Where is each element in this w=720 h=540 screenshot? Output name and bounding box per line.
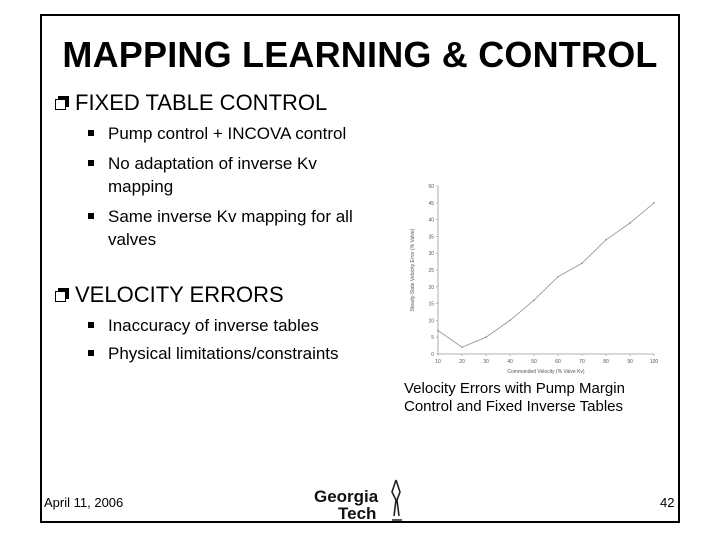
y-tick-label: 0 bbox=[431, 352, 434, 358]
y-tick-label: 30 bbox=[428, 251, 434, 258]
data-point bbox=[509, 320, 511, 322]
x-tick-label: 90 bbox=[627, 359, 633, 365]
y-tick-label: 20 bbox=[428, 284, 434, 291]
velocity-error-chart bbox=[404, 176, 666, 376]
bullet-text: Inaccuracy of inverse tables bbox=[108, 316, 319, 335]
square-bullet-icon bbox=[88, 213, 94, 219]
x-tick-label: 30 bbox=[483, 359, 489, 365]
y-tick-label: 50 bbox=[428, 184, 434, 190]
data-point bbox=[485, 336, 487, 338]
bullet-text: No adaptation of inverse Kv bbox=[108, 154, 317, 173]
series-line bbox=[438, 203, 654, 347]
x-tick-label: 10 bbox=[435, 359, 441, 365]
y-tick-label: 10 bbox=[428, 318, 434, 325]
x-tick-label: 20 bbox=[459, 359, 465, 365]
y-tick-label: 45 bbox=[428, 200, 434, 207]
x-tick-label: 60 bbox=[555, 359, 561, 365]
x-tick-label: 50 bbox=[531, 359, 537, 365]
square-bullet-icon bbox=[88, 350, 94, 356]
y-tick-label: 15 bbox=[428, 301, 434, 308]
footer-date: April 11, 2006 bbox=[44, 495, 124, 510]
section-velocity-errors bbox=[55, 282, 284, 308]
x-tick-label: 80 bbox=[603, 359, 609, 365]
checkbox-bullet-icon bbox=[55, 288, 69, 302]
georgia-tech-logo bbox=[312, 478, 408, 522]
page-number: 42 bbox=[660, 495, 675, 510]
y-tick-label: 40 bbox=[428, 217, 434, 224]
bullet-text: Same inverse Kv mapping for all bbox=[108, 207, 353, 226]
bullet-text: valves bbox=[108, 230, 157, 249]
logo-text-georgia: Georgia bbox=[314, 487, 379, 506]
x-tick-label: 40 bbox=[507, 359, 513, 365]
square-bullet-icon bbox=[88, 322, 94, 328]
chart-caption bbox=[404, 380, 625, 416]
x-tick-label: 70 bbox=[579, 359, 585, 365]
x-tick-label: 100 bbox=[649, 359, 659, 365]
data-point bbox=[533, 299, 535, 301]
bullet-text: Physical limitations/constraints bbox=[108, 344, 339, 363]
square-bullet-icon bbox=[88, 130, 94, 136]
logo-text-tech: Tech bbox=[338, 504, 377, 522]
y-tick-label: 25 bbox=[428, 268, 434, 274]
checkbox-bullet-icon bbox=[55, 96, 69, 110]
section-heading: VELOCITY ERRORS bbox=[75, 282, 284, 307]
bullet-text: Pump control + INCOVA control bbox=[108, 124, 347, 143]
tower-icon bbox=[392, 480, 402, 520]
caption-line: Velocity Errors with Pump Margin bbox=[404, 380, 625, 397]
y-tick-label: 35 bbox=[428, 234, 434, 241]
slide-title: MAPPING LEARNING & CONTROL bbox=[62, 34, 658, 75]
caption-line: Control and Fixed Inverse Tables bbox=[404, 398, 624, 415]
y-axis-label: Steady-State Velocity Error (% Valve) bbox=[410, 228, 416, 312]
data-point bbox=[437, 330, 439, 332]
x-axis-label: Commanded Velocity (% Valve Kv) bbox=[507, 369, 585, 375]
y-tick-label: 5 bbox=[431, 335, 434, 342]
section-fixed-table-control bbox=[55, 90, 327, 116]
square-bullet-icon bbox=[88, 160, 94, 166]
data-point bbox=[557, 276, 559, 278]
data-point bbox=[605, 239, 607, 241]
data-point bbox=[629, 222, 631, 224]
bullet-text: mapping bbox=[108, 177, 174, 196]
section-heading: FIXED TABLE CONTROL bbox=[75, 90, 328, 115]
data-point bbox=[581, 262, 583, 264]
data-point bbox=[653, 202, 655, 204]
data-point bbox=[461, 346, 463, 348]
